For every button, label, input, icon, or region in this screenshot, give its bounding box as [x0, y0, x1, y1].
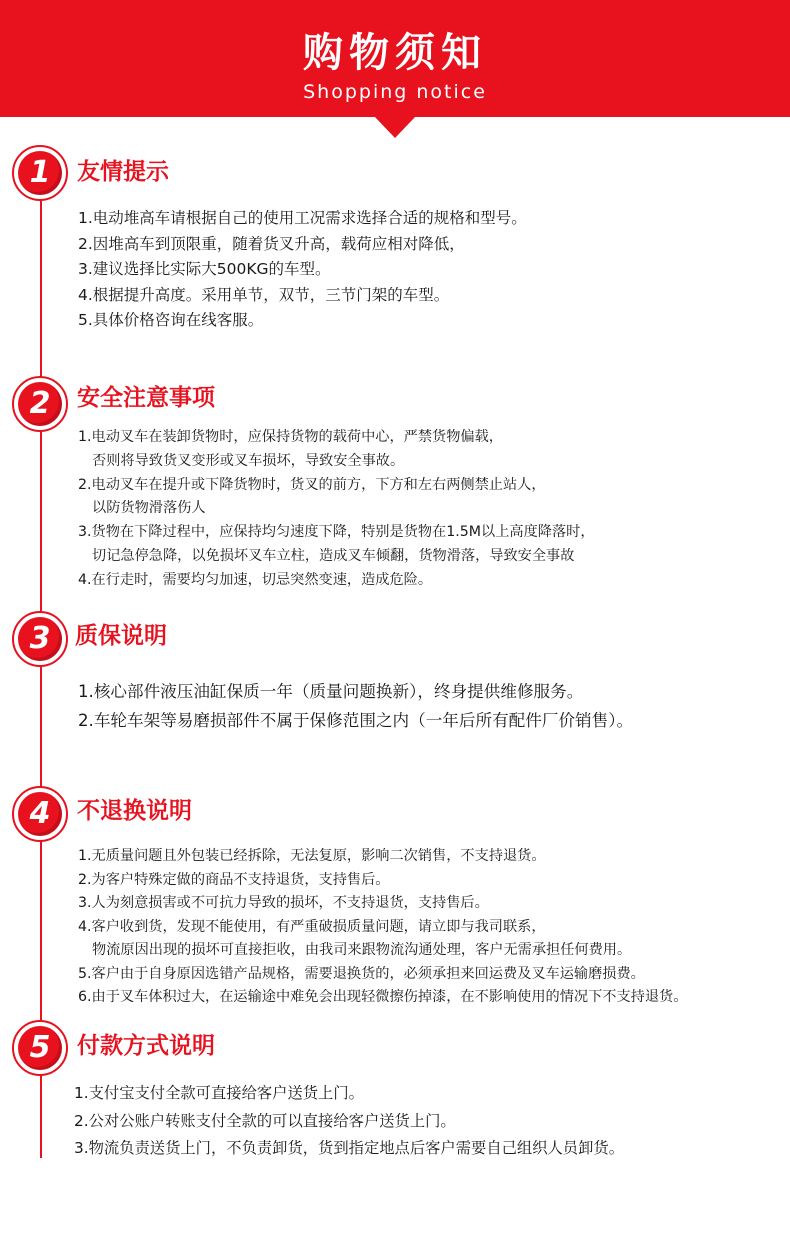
timeline-line — [40, 665, 42, 791]
section-number-badge — [12, 1020, 68, 1076]
section-title: 质保说明 — [75, 623, 167, 649]
page-title: 购物须知 — [303, 30, 487, 76]
section-number-badge — [12, 376, 68, 432]
section-title: 安全注意事项 — [77, 385, 215, 411]
section-list — [74, 1080, 624, 1163]
section-number: 1 — [29, 155, 51, 190]
list-item: 5.客户由于自身原因选错产品规格，需要退换货的，必须承担来回运费及叉车运输磨损费。 — [78, 965, 645, 982]
section-list — [78, 677, 633, 735]
list-item: 3.物流负责送货上门，不负责卸货，货到指定地点后客户需要自己组织人员卸货。 — [74, 1139, 624, 1157]
header-banner — [0, 0, 790, 117]
timeline-line — [40, 430, 42, 613]
header-arrow-icon — [374, 116, 416, 138]
section-number: 3 — [29, 621, 51, 656]
list-item: 4.根据提升高度。采用单节，双节，三节门架的车型。 — [78, 285, 450, 304]
section-number-badge — [12, 786, 68, 842]
list-item: 1.电动堆高车请根据自己的使用工况需求选择合适的规格和型号。 — [78, 209, 527, 227]
list-item: 2.因堆高车到顶限重，随着货叉升高，载荷应相对降低， — [78, 234, 465, 253]
list-item: 1.支付宝支付全款可直接给客户送货上门。 — [74, 1084, 364, 1102]
list-item: 5.具体价格咨询在线客服。 — [78, 311, 264, 330]
timeline-line — [40, 200, 42, 385]
section-number: 2 — [29, 386, 51, 421]
list-item: 3.人为刻意损害或不可抗力导致的损坏，不支持退货，支持售后。 — [78, 895, 489, 911]
list-item: 2.为客户特殊定做的商品不支持退货，支持售后。 — [78, 871, 390, 888]
section-number: 5 — [29, 1030, 51, 1065]
section-number-badge — [12, 145, 68, 201]
list-item: 6.由于叉车体积过大，在运输途中难免会出现轻微擦伤掉漆，在不影响使用的情况下不支持退货。 — [78, 989, 688, 1005]
list-item: 1.核心部件液压油缸保质一年（质量问题换新），终身提供维修服务。 — [78, 682, 584, 701]
list-item: 2.电动叉车在提升或下降货物时，货叉的前方，下方和左右两侧禁止站人， 以防货物滑落伤人 — [78, 476, 546, 517]
section-number-badge — [12, 611, 68, 667]
list-item: 1.电动叉车在装卸货物时，应保持货物的载荷中心，严禁货物偏载， 否则将导致货叉变形或叉车损坏，导致安全事故。 — [78, 429, 503, 469]
list-item: 4.在行走时，需要均匀加速，切忌突然变速，造成危险。 — [78, 571, 433, 588]
list-item: 4.客户收到货，发现不能使用，有严重破损质量问题，请立即与我司联系， 物流原因出现的损坏可直接拒收，由我司来跟物流沟通处理，客户无需承担任何费用。 — [78, 918, 632, 958]
section-list — [78, 206, 527, 334]
list-item: 3.建议选择比实际大500KG的车型。 — [78, 260, 331, 279]
timeline-line — [40, 840, 42, 1026]
section-list — [78, 426, 595, 593]
list-item: 3.货物在下降过程中，应保持均匀速度下降，特别是货物在1.5M以上高度降落时， 切记急停急降，以免损坏叉车立柱，造成叉车倾翻，货物滑落，导致安全事故 — [78, 524, 595, 564]
timeline-line — [40, 1075, 42, 1158]
list-item: 2.车轮车架等易磨损部件不属于保修范围之内（一年后所有配件厂价销售）。 — [78, 711, 634, 730]
section-title: 付款方式说明 — [77, 1033, 215, 1059]
section-number: 4 — [29, 796, 51, 831]
section-list — [78, 845, 687, 1010]
page-subtitle: Shopping notice — [303, 81, 487, 103]
section-title: 友情提示 — [77, 159, 169, 185]
list-item: 2.公对公账户转账支付全款的可以直接给客户送货上门。 — [74, 1111, 456, 1130]
section-title: 不退换说明 — [77, 798, 192, 824]
list-item: 1.无质量问题且外包装已经拆除，无法复原，影响二次销售，不支持退货。 — [78, 848, 546, 864]
